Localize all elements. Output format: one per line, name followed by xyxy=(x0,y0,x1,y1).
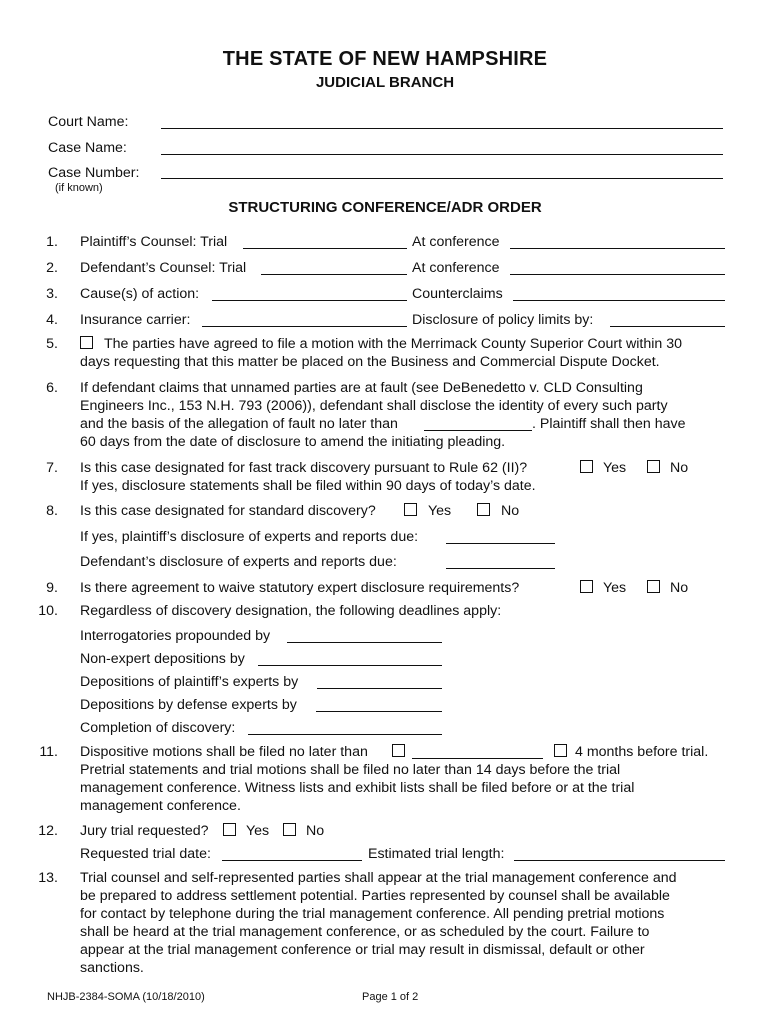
item11-text-line2: Pretrial statements and trial motions shall be filed no later than 14 days before the trial xyxy=(80,762,621,778)
defense-expert-depositions-date-field[interactable] xyxy=(316,711,442,712)
plaintiff-counsel-trial-field[interactable] xyxy=(243,248,407,249)
item13-text-line3: for contact by telephone during the trial management conference. All pending pretrial motions xyxy=(80,906,665,922)
standard-discovery-no-checkbox[interactable] xyxy=(477,503,490,516)
item-number: 7. xyxy=(46,460,58,476)
form-title: STRUCTURING CONFERENCE/ADR ORDER xyxy=(228,199,542,216)
nonexpert-depositions-label: Non-expert depositions by xyxy=(80,651,245,667)
four-months-checkbox[interactable] xyxy=(554,744,567,757)
deadlines-intro: Regardless of discovery designation, the following deadlines apply: xyxy=(80,603,502,619)
requested-trial-date-field[interactable] xyxy=(222,860,362,861)
item13-text-line6: sanctions. xyxy=(80,960,144,976)
defendant-experts-date-field[interactable] xyxy=(446,568,555,569)
item-number: 5. xyxy=(46,336,58,352)
fast-track-no-checkbox[interactable] xyxy=(647,460,660,473)
item-number: 12. xyxy=(38,823,58,839)
item13-text-line5: appear at the trial management conference or trial may result in dismissal, default or other xyxy=(80,942,645,958)
item6-text-line3-end: . Plaintiff shall then have xyxy=(532,416,686,432)
causes-of-action-field[interactable] xyxy=(212,300,407,301)
interrogatories-date-field[interactable] xyxy=(287,642,442,643)
form-id: NHJB-2384-SOMA (10/18/2010) xyxy=(47,991,205,1003)
item-number: 8. xyxy=(46,503,58,519)
estimated-trial-length-field[interactable] xyxy=(514,860,725,861)
defendant-counsel-label: Defendant’s Counsel: Trial xyxy=(80,260,247,276)
item6-text-line2: Engineers Inc., 153 N.H. 793 (2006)), defendant shall disclose the identity of every such party xyxy=(80,398,668,414)
waive-expert-question: Is there agreement to waive statutory expert disclosure requirements? xyxy=(80,580,520,596)
fault-disclosure-date-field[interactable] xyxy=(424,430,532,431)
waive-expert-yes-label: Yes xyxy=(603,580,627,596)
jury-trial-no-checkbox[interactable] xyxy=(283,823,296,836)
page-subtitle: JUDICIAL BRANCH xyxy=(315,74,455,91)
item13-text-line4: shall be heard at the trial management conference, or as scheduled by the court. Failure to xyxy=(80,924,650,940)
standard-discovery-yes-label: Yes xyxy=(428,503,452,519)
jury-trial-yes-label: Yes xyxy=(246,823,270,839)
interrogatories-label: Interrogatories propounded by xyxy=(80,628,271,644)
plaintiff-conference-label: At conference xyxy=(412,234,500,250)
item-number: 4. xyxy=(46,312,58,328)
waive-expert-no-label: No xyxy=(670,580,689,596)
page-number: Page 1 of 2 xyxy=(362,991,419,1003)
item13-text-line2: be prepared to address settlement potential. Parties represented by counsel shall be available xyxy=(80,888,670,904)
fast-track-note: If yes, disclosure statements shall be filed within 90 days of today’s date. xyxy=(80,478,536,494)
fast-track-yes-label: Yes xyxy=(603,460,627,476)
business-docket-checkbox[interactable] xyxy=(80,336,93,349)
court-name-field[interactable] xyxy=(161,128,723,129)
item6-text-line4: 60 days from the date of disclosure to amend the initiating pleading. xyxy=(80,434,506,450)
estimated-trial-length-label: Estimated trial length: xyxy=(368,846,505,862)
plaintiff-experts-date-field[interactable] xyxy=(446,543,555,544)
nonexpert-depositions-date-field[interactable] xyxy=(258,665,442,666)
case-name-field[interactable] xyxy=(161,154,723,155)
item11-text-line4: management conference. xyxy=(80,798,241,814)
insurance-carrier-label: Insurance carrier: xyxy=(80,312,191,328)
fast-track-no-label: No xyxy=(670,460,689,476)
completion-of-discovery-label: Completion of discovery: xyxy=(80,720,236,736)
plaintiff-conference-field[interactable] xyxy=(510,248,725,249)
plaintiff-counsel-label: Plaintiff’s Counsel: Trial xyxy=(80,234,228,250)
item-number: 10. xyxy=(38,603,58,619)
item6-text-line3: and the basis of the allegation of fault no later than xyxy=(80,416,398,432)
standard-discovery-question: Is this case designated for standard discovery? xyxy=(80,503,376,519)
court-name-label: Court Name: xyxy=(48,114,129,130)
policy-limits-label: Disclosure of policy limits by: xyxy=(412,312,594,328)
page-title: THE STATE OF NEW HAMPSHIRE xyxy=(222,48,548,70)
case-number-field[interactable] xyxy=(161,178,723,179)
fast-track-yes-checkbox[interactable] xyxy=(580,460,593,473)
item-number: 1. xyxy=(46,234,58,250)
item-number: 3. xyxy=(46,286,58,302)
causes-of-action-label: Cause(s) of action: xyxy=(80,286,200,302)
standard-discovery-yes-checkbox[interactable] xyxy=(404,503,417,516)
plaintiff-expert-depositions-label: Depositions of plaintiff’s experts by xyxy=(80,674,299,690)
item-number: 13. xyxy=(38,870,58,886)
defendant-conference-label: At conference xyxy=(412,260,500,276)
item-number: 2. xyxy=(46,260,58,276)
if-known-note: (if known) xyxy=(55,182,103,194)
defendant-experts-label: Defendant’s disclosure of experts and reports due: xyxy=(80,554,397,570)
item-number: 11. xyxy=(39,744,58,760)
completion-of-discovery-date-field[interactable] xyxy=(248,734,442,735)
case-name-label: Case Name: xyxy=(48,140,127,156)
dispositive-motions-date-field[interactable] xyxy=(412,758,543,759)
counterclaims-label: Counterclaims xyxy=(412,286,503,302)
jury-trial-question: Jury trial requested? xyxy=(80,823,209,839)
policy-limits-field[interactable] xyxy=(610,326,725,327)
four-months-label: 4 months before trial. xyxy=(575,744,709,760)
plaintiff-experts-label: If yes, plaintiff’s disclosure of experts and reports due: xyxy=(80,529,419,545)
plaintiff-expert-depositions-date-field[interactable] xyxy=(317,688,442,689)
item5-text-line2: days requesting that this matter be placed on the Business and Commercial Dispute Docket. xyxy=(80,354,660,370)
waive-expert-no-checkbox[interactable] xyxy=(647,580,660,593)
dispositive-motions-label: Dispositive motions shall be filed no later than xyxy=(80,744,368,760)
counterclaims-field[interactable] xyxy=(513,300,725,301)
item13-text-line1: Trial counsel and self-represented parties shall appear at the trial management conference and xyxy=(80,870,677,886)
jury-trial-yes-checkbox[interactable] xyxy=(223,823,236,836)
defendant-counsel-trial-field[interactable] xyxy=(261,274,407,275)
item5-text-line1: The parties have agreed to file a motion with the Merrimack County Superior Court within 30 xyxy=(104,336,683,352)
jury-trial-no-label: No xyxy=(306,823,325,839)
standard-discovery-no-label: No xyxy=(501,503,520,519)
dispositive-date-checkbox[interactable] xyxy=(392,744,405,757)
requested-trial-date-label: Requested trial date: xyxy=(80,846,211,862)
item11-text-line3: management conference. Witness lists and exhibit lists shall be filed before or at the trial xyxy=(80,780,635,796)
defense-expert-depositions-label: Depositions by defense experts by xyxy=(80,697,297,713)
item-number: 9. xyxy=(46,580,58,596)
case-number-label: Case Number: xyxy=(48,165,140,181)
waive-expert-yes-checkbox[interactable] xyxy=(580,580,593,593)
item6-text-line1: If defendant claims that unnamed parties are at fault (see DeBenedetto v. CLD Consulting xyxy=(80,380,643,396)
defendant-conference-field[interactable] xyxy=(510,274,725,275)
item-number: 6. xyxy=(46,380,58,396)
fast-track-question: Is this case designated for fast track discovery pursuant to Rule 62 (II)? xyxy=(80,460,528,476)
insurance-carrier-field[interactable] xyxy=(202,326,407,327)
